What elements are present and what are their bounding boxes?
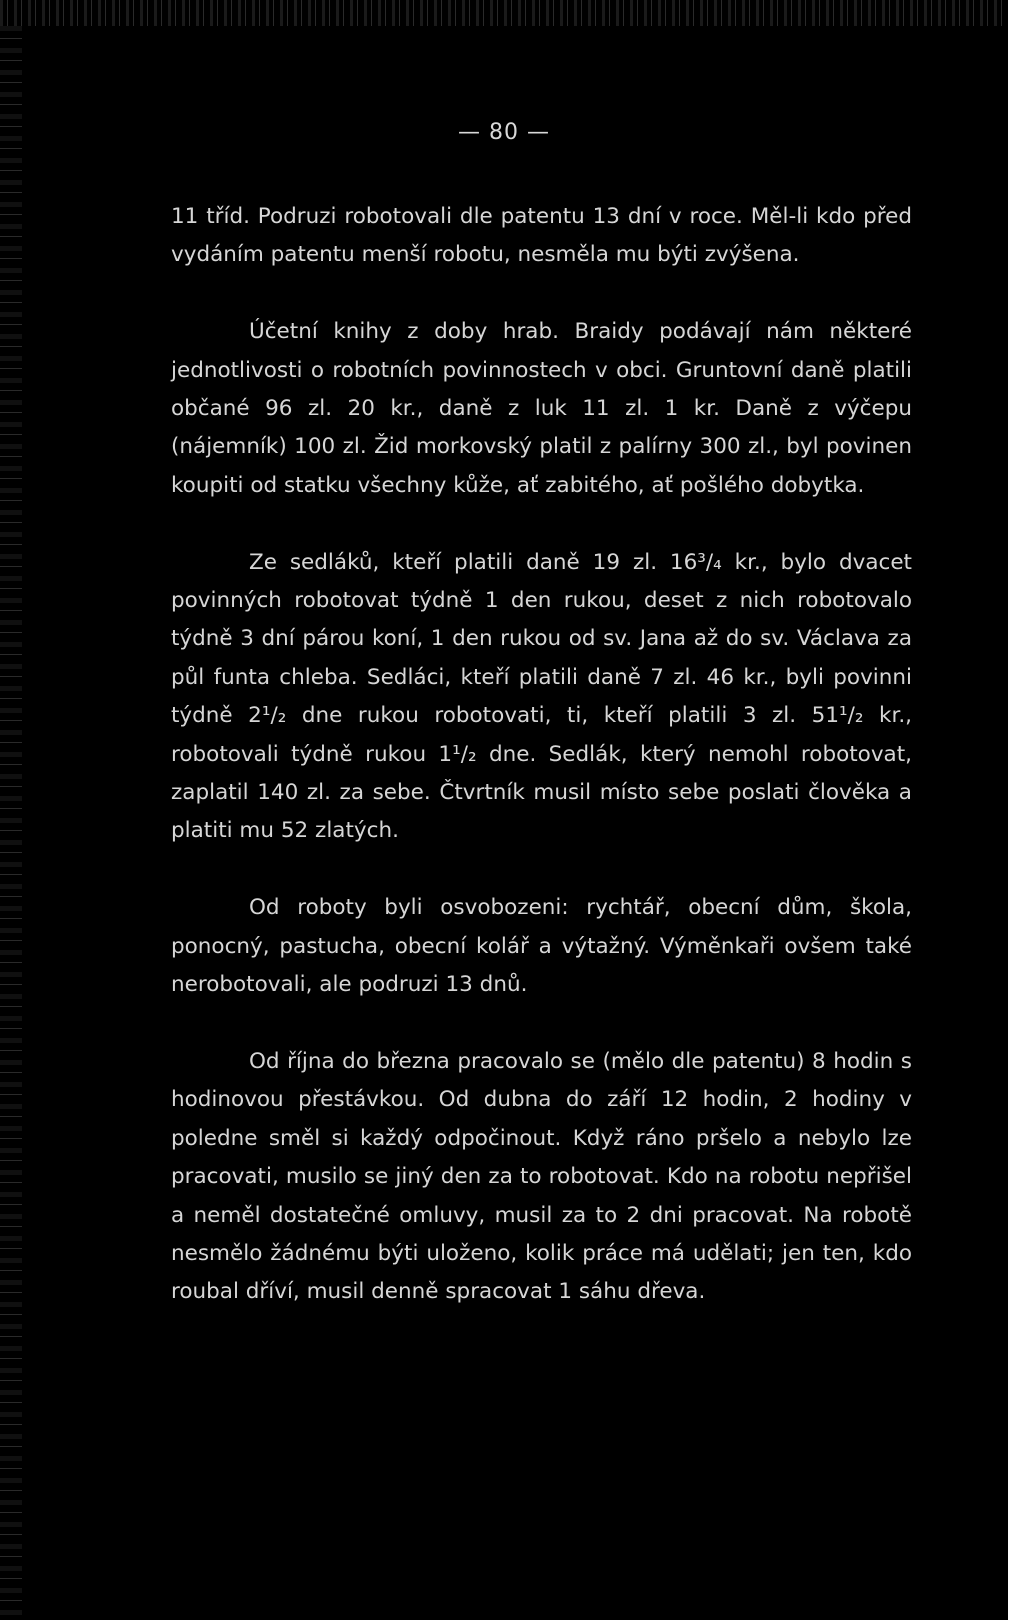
scan-right-margin <box>1008 0 1024 1620</box>
scan-left-edge <box>0 26 22 1620</box>
scan-top-edge <box>0 0 1008 26</box>
paragraph-2: Účetní knihy z doby hrab. Braidy podávají nám některé jednotlivosti o robotních povinnostech v obci. Gruntovní daně platili občané 96 zl. 20 kr., daně z luk 11 zl. 1 kr. Daně z výčepu (nájemník) 100 zl. Žid morkovský platil z palírny 300 zl., byl povinen koupiti od statku všechny kůže, ať zabitého, ať pošlého dobytka. <box>171 319 912 498</box>
body-text <box>171 198 912 1350</box>
paragraph-4: Od roboty byli osvobozeni: rychtář, obecní dům, škola, ponocný, pastucha, obecní kolář a výtažný. Výměnkaři ovšem také nerobotovali, ale podruzi 13 dnů. <box>171 895 912 998</box>
paragraph-5: Od října do března pracovalo se (mělo dle patentu) 8 hodin s hodinovou přestávkou. Od dubna do září 12 hodin, 2 hodiny v poledne směl si každý odpočinout. Když ráno pršelo a nebylo lze pracovati, musilo se jiný den za to robotovat. Kdo na robotu nepřišel a neměl dostatečné omluvy, musil za to 2 dni pracovat. Na robotě nesmělo žádnému býti uloženo, kolik práce má udělati; jen ten, kdo roubal dříví, musil denně spracovat 1 sáhu dřeva. <box>171 1048 912 1305</box>
page-number: — 80 — <box>458 120 550 145</box>
paragraph-1: 11 tříd. Podruzi robotovali dle patentu 13 dní v roce. Měl-li kdo před vydáním patentu menší robotu, nesměla mu býti zvýšena. <box>171 204 912 268</box>
paragraph-3: Ze sedláků, kteří platili daně 19 zl. 16³/₄ kr., bylo dvacet povinných robotovat týdně 1 den rukou, deset z nich robotovalo týdně 3 dní párou koní, 1 den rukou od sv. Jana až do sv. Václava za půl funta chleba. Sedláci, kteří platili daně 7 zl. 46 kr., byli povinni týdně 2¹/₂ dne rukou robotovati, ti, kteří platili 3 zl. 51¹/₂ kr., robotovali týdně rukou 1¹/₂ dne. Sedlák, který nemohl robotovat, zaplatil 140 zl. za sebe. Čtvrtník musil místo sebe poslati člověka a platiti mu 52 zlatých. <box>171 549 912 844</box>
